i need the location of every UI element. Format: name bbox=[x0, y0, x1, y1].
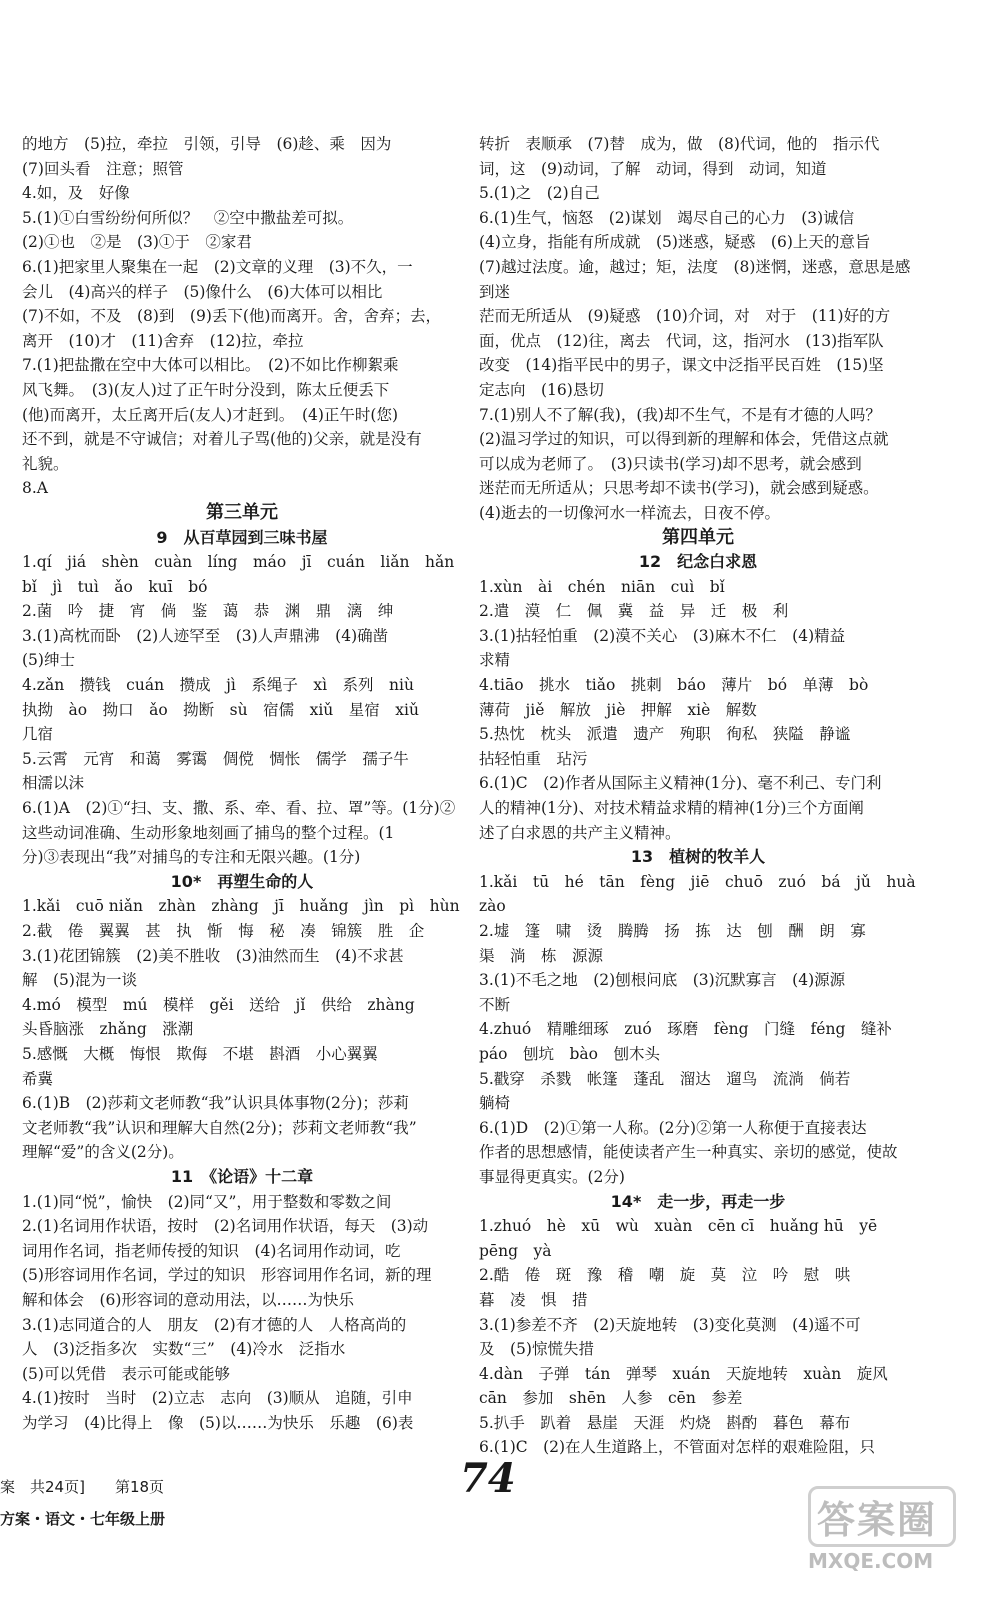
answer-line: 作者的思想感情，能使读者产生一种真实、亲切的感觉，使故 bbox=[479, 1143, 898, 1162]
answer-line: 解和体会 (6)形容词的意动用法，以……为快乐 bbox=[22, 1290, 354, 1309]
answer-line: 解 (5)混为一谈 bbox=[22, 971, 137, 990]
answer-line: pēng yà bbox=[479, 1241, 552, 1260]
watermark-url: MXQE.COM bbox=[808, 1549, 934, 1573]
answer-line: 执拗 ào 拗口 ǎo 拗断 sù 宿儒 xiǔ 星宿 xiǔ bbox=[22, 700, 419, 719]
answer-line: 5.感慨 大概 悔恨 欺侮 不堪 斟酒 小心翼翼 bbox=[22, 1044, 378, 1063]
answer-line: 3.(1)高枕而卧 (2)人迹罕至 (3)人声鼎沸 (4)确凿 bbox=[22, 626, 389, 645]
answer-line: 5.(1)之 (2)自己 bbox=[479, 184, 600, 203]
answer-line: (7)越过法度。逾，越过；矩，法度 (8)迷惘，迷惑，意思是感到迷 bbox=[479, 257, 911, 301]
answer-line: 文老师教“我”认识和理解大自然(2分)；莎莉文老师教“我” bbox=[22, 1118, 417, 1137]
answer-line: 3.(1)不毛之地 (2)刨根问底 (3)沉默寡言 (4)源源 bbox=[479, 971, 846, 990]
left-lines-b bbox=[22, 550, 462, 870]
left-column bbox=[22, 132, 462, 1435]
answer-line: 事显得更真实。(2分) bbox=[479, 1167, 625, 1186]
right-lines-a bbox=[479, 132, 917, 526]
answer-line: 礼貌。 bbox=[22, 454, 69, 473]
answer-line: (7)不如，不及 (8)到 (9)丢下(他)而离开。舍，舍弃；去， bbox=[22, 307, 441, 326]
left-lines-d bbox=[22, 1190, 462, 1436]
answer-line: 2.酷 倦 斑 豫 稽 嘲 旋 莫 泣 吟 慰 哄 bbox=[479, 1266, 851, 1285]
answer-line: 5.云霄 元宵 和蔼 雾霭 倜傥 惆怅 儒学 孺子牛 bbox=[22, 749, 409, 768]
answer-line: páo 刨坑 bào 刨木头 bbox=[479, 1044, 660, 1063]
right-column bbox=[479, 132, 917, 1460]
right-lines-b bbox=[479, 575, 917, 846]
answer-line: 不断 bbox=[479, 995, 511, 1014]
answer-line: 5.戳穿 杀戮 帐篷 蓬乱 溜达 遛鸟 流淌 倘若 bbox=[479, 1069, 851, 1088]
answer-line: (4)逝去的一切像河水一样流去，日夜不停。 bbox=[479, 503, 780, 522]
answer-line: 薄荷 jiě 解放 jiè 押解 xiè 解数 bbox=[479, 700, 757, 719]
answer-line: 为学习 (4)比得上 像 (5)以……为快乐 乐趣 (6)表 bbox=[22, 1413, 414, 1432]
answer-line: 几宿 bbox=[22, 725, 54, 744]
lesson-11-title: 11 《论语》十二章 bbox=[170, 1166, 314, 1186]
unit-3-title: 第三单元 bbox=[206, 501, 278, 523]
answer-line: 离开 (10)才 (11)舍弃 (12)拉，牵拉 bbox=[22, 331, 304, 350]
answer-line: 茫而无所适从 (9)疑惑 (10)介词，对 对于 (11)好的方 bbox=[479, 307, 891, 326]
answer-line: 4.(1)按时 当时 (2)立志 志向 (3)顺从 追随，引申 bbox=[22, 1389, 413, 1408]
lesson-10-title: 10* 再塑生命的人 bbox=[170, 871, 314, 891]
answer-line: 词用作名词，指老师传授的知识 (4)名词用作动词，吃 bbox=[22, 1241, 401, 1260]
answer-line: 6.(1)C (2)作者从国际主义精神(1分)、毫不利己、专门利 bbox=[479, 774, 882, 793]
answer-line: 相濡以沫 bbox=[22, 774, 85, 793]
answer-line: 6.(1)生气，恼怒 (2)谋划 竭尽自己的心力 (3)诚信 bbox=[479, 208, 855, 227]
answer-line: 躺椅 bbox=[479, 1094, 511, 1113]
answer-line: 6.(1)D (2)①第一人称。(2分)②第一人称便于直接表达 bbox=[479, 1118, 867, 1137]
answer-line: (2)①也 ②是 (3)①于 ②家君 bbox=[22, 233, 252, 252]
answer-line: 渠 淌 栋 源源 bbox=[479, 946, 604, 965]
answer-line: 8.A bbox=[22, 479, 48, 498]
left-lines-c bbox=[22, 894, 462, 1165]
unit-4-title: 第四单元 bbox=[662, 526, 734, 548]
answer-line: 风飞舞。 (3)(友人)过了正午时分没到，陈太丘便丢下 bbox=[22, 380, 390, 399]
answer-line: 2.菌 吟 捷 宵 倘 鉴 蔼 恭 渊 鼎 漓 绅 bbox=[22, 602, 394, 621]
answer-line: 2.遣 漠 仁 佩 冀 益 异 迁 极 利 bbox=[479, 602, 789, 621]
answer-line: 5.(1)①白雪纷纷何所似？ ②空中撒盐差可拟。 bbox=[22, 208, 354, 227]
answer-line: 及 (5)惊慌失措 bbox=[479, 1340, 594, 1359]
answer-line: 改变 (14)指平民中的男子，课文中泛指平民百姓 (15)坚 bbox=[479, 356, 884, 375]
footer-book-title: 方案・语文・七年级上册 bbox=[0, 1510, 166, 1528]
answer-line: 6.(1)把家里人聚集在一起 (2)文章的义理 (3)不久，一 bbox=[22, 257, 413, 276]
answer-line: 分)③表现出“我”对捕鸟的专注和无限兴趣。(1分) bbox=[22, 848, 361, 867]
answer-line: 2.(1)名词用作状语，按时 (2)名词用作状语，每天 (3)动 bbox=[22, 1217, 429, 1236]
answer-line: 1.qí jiá shèn cuàn líng máo jī cuán liǎn hǎn bbox=[22, 553, 455, 572]
answer-line: 的地方 (5)拉，牵拉 引领，引导 (6)趁、乘 因为 bbox=[22, 135, 392, 153]
answer-line: 3.(1)拈轻怕重 (2)漠不关心 (3)麻木不仁 (4)精益 bbox=[479, 626, 846, 645]
answer-line: zào bbox=[479, 897, 506, 916]
answer-line: 1.kǎi cuō niǎn zhàn zhàng jī huǎng jìn pì hùn bbox=[22, 897, 460, 916]
answer-line: 4.tiāo 挑水 tiǎo 挑刺 báo 薄片 bó 单薄 bò bbox=[479, 676, 869, 695]
answer-line: 6.(1)C (2)在人生道路上，不管面对怎样的艰难险阻，只 bbox=[479, 1438, 876, 1457]
answer-line: (5)绅士 bbox=[22, 651, 75, 670]
footer-page-info: 案 共24页] 第18页 bbox=[0, 1478, 165, 1496]
lesson-9-title: 9 从百草园到三味书屋 bbox=[156, 527, 328, 547]
answer-line: (5)形容词用作名词，学过的知识 形容词用作名词，新的理 bbox=[22, 1266, 432, 1285]
answer-line: 6.(1)A (2)①“扫、支、撒、系、牵、看、拉、罩”等。(1分)② bbox=[22, 799, 456, 818]
right-lines-d bbox=[479, 1214, 917, 1460]
answer-line: 这些动词准确、生动形象地刻画了捕鸟的整个过程。(1 bbox=[22, 823, 395, 842]
lesson-14-title: 14* 走一步，再走一步 bbox=[610, 1191, 786, 1211]
answer-line: (5)可以凭借 表示可能或能够 bbox=[22, 1364, 230, 1383]
answer-line: 1.xùn ài chén niān cuì bǐ bbox=[479, 577, 725, 596]
answer-line: 5.热忱 枕头 派遣 遗产 殉职 徇私 狭隘 静谧 bbox=[479, 725, 851, 744]
answer-line: 理解“爱”的含义(2分)。 bbox=[22, 1143, 184, 1162]
answer-line: bǐ jì tuì ǎo kuī bó bbox=[22, 577, 208, 596]
answer-line: 定志向 (16)恳切 bbox=[479, 380, 604, 399]
answer-line: 人的精神(1分)、对技术精益求精的精神(1分)三个方面阐 bbox=[479, 799, 864, 818]
lesson-13-title: 13 植树的牧羊人 bbox=[630, 847, 766, 867]
answer-line: 3.(1)参差不齐 (2)天旋地转 (3)变化莫测 (4)遥不可 bbox=[479, 1315, 861, 1334]
answer-line: 4.zǎn 攒钱 cuán 攒成 jì 系绳子 xì 系列 niù bbox=[22, 676, 414, 695]
answer-line: 求精 bbox=[479, 651, 511, 670]
answer-line: 词，这 (9)动词，了解 动词，得到 动词，知道 bbox=[479, 159, 827, 178]
answer-line: 头昏脑涨 zhǎng 涨潮 bbox=[22, 1020, 194, 1039]
answer-line: 4.mó 模型 mú 模样 gěi 送给 jǐ 供给 zhàng bbox=[22, 995, 415, 1014]
answer-line: 6.(1)B (2)莎莉文老师教“我”认识具体事物(2分)；莎莉 bbox=[22, 1094, 409, 1113]
answer-line: 1.kǎi tū hé tān fèng jiē chuō zuó bá jǔ huà bbox=[479, 872, 916, 891]
answer-line: 2.墟 篷 啸 烫 腾腾 扬 拣 达 刨 酬 朗 寡 bbox=[479, 922, 866, 940]
answer-line: 7.(1)别人不了解(我)，(我)却不生气，不是有才德的人吗？ bbox=[479, 405, 881, 424]
answer-line: cān 参加 shēn 人参 cēn 参差 bbox=[479, 1389, 743, 1408]
answer-line: 3.(1)志同道合的人 朋友 (2)有才德的人 人格高尚的 bbox=[22, 1315, 407, 1334]
answer-line: 1.(1)同“悦”，愉快 (2)同“又”，用于整数和零数之间 bbox=[22, 1192, 392, 1211]
answer-line: 人 (3)泛指多次 实数“三” (4)冷水 泛指水 bbox=[22, 1340, 346, 1359]
answer-line: 1.zhuó hè xū wù xuàn cēn cī huǎng hū yē bbox=[479, 1217, 878, 1236]
answer-line: 迷茫而无所适从；只思考却不读书(学习)，就会感到疑惑。 bbox=[479, 479, 879, 498]
answer-line: 4.dàn 子弹 tán 弹琴 xuán 天旋地转 xuàn 旋风 bbox=[479, 1364, 888, 1383]
page-number: 74 bbox=[460, 1455, 516, 1502]
right-lines-c bbox=[479, 870, 917, 1190]
answer-line: 拈轻怕重 玷污 bbox=[479, 749, 588, 768]
answer-line: 4.zhuó 精雕细琢 zuó 琢磨 fèng 门缝 féng 缝补 bbox=[479, 1020, 892, 1039]
lesson-12-title: 12 纪念白求恩 bbox=[638, 552, 758, 572]
answer-line: 面，优点 (12)往，离去 代词，这，指河水 (13)指军队 bbox=[479, 331, 884, 350]
answer-line: (2)温习学过的知识，可以得到新的理解和体会，凭借这点就 bbox=[479, 430, 889, 449]
answer-line: 7.(1)把盐撒在空中大体可以相比。 (2)不如比作柳絮乘 bbox=[22, 356, 399, 375]
answer-line: 暮 凌 惧 措 bbox=[479, 1290, 588, 1309]
answer-line: 转折 表顺承 (7)替 成为，做 (8)代词，他的 指示代 bbox=[479, 135, 880, 153]
answer-line: 5.扒手 趴着 悬崖 天涯 灼烧 斟酌 暮色 幕布 bbox=[479, 1413, 851, 1432]
watermark-brand: 答案圈 bbox=[808, 1486, 956, 1547]
answer-line: (4)立身，指能有所成就 (5)迷惑，疑惑 (6)上天的意旨 bbox=[479, 233, 871, 252]
answer-line: 述了白求恩的共产主义精神。 bbox=[479, 823, 681, 842]
left-lines-a bbox=[22, 132, 462, 501]
answer-line: 还不到，就是不守诚信；对着儿子骂(他的)父亲，就是没有 bbox=[22, 430, 422, 449]
answer-line: (他)而离开，太丘离开后(友人)才赶到。 (4)正午时(您) bbox=[22, 405, 398, 424]
answer-line: 4.如，及 好像 bbox=[22, 184, 130, 203]
answer-line: 可以成为老师了。 (3)只读书(学习)却不思考，就会感到 bbox=[479, 454, 862, 473]
answer-line: 2.截 倦 翼翼 甚 执 惭 悔 秘 凑 锦簇 胜 企 bbox=[22, 922, 425, 940]
answer-line: 希冀 bbox=[22, 1069, 54, 1088]
watermark-logo bbox=[808, 1486, 968, 1586]
answer-line: (7)回头看 注意；照管 bbox=[22, 159, 184, 178]
answer-line: 会儿 (4)高兴的样子 (5)像什么 (6)大体可以相比 bbox=[22, 282, 383, 301]
answer-line: 3.(1)花团锦簇 (2)美不胜收 (3)油然而生 (4)不求甚 bbox=[22, 946, 404, 965]
